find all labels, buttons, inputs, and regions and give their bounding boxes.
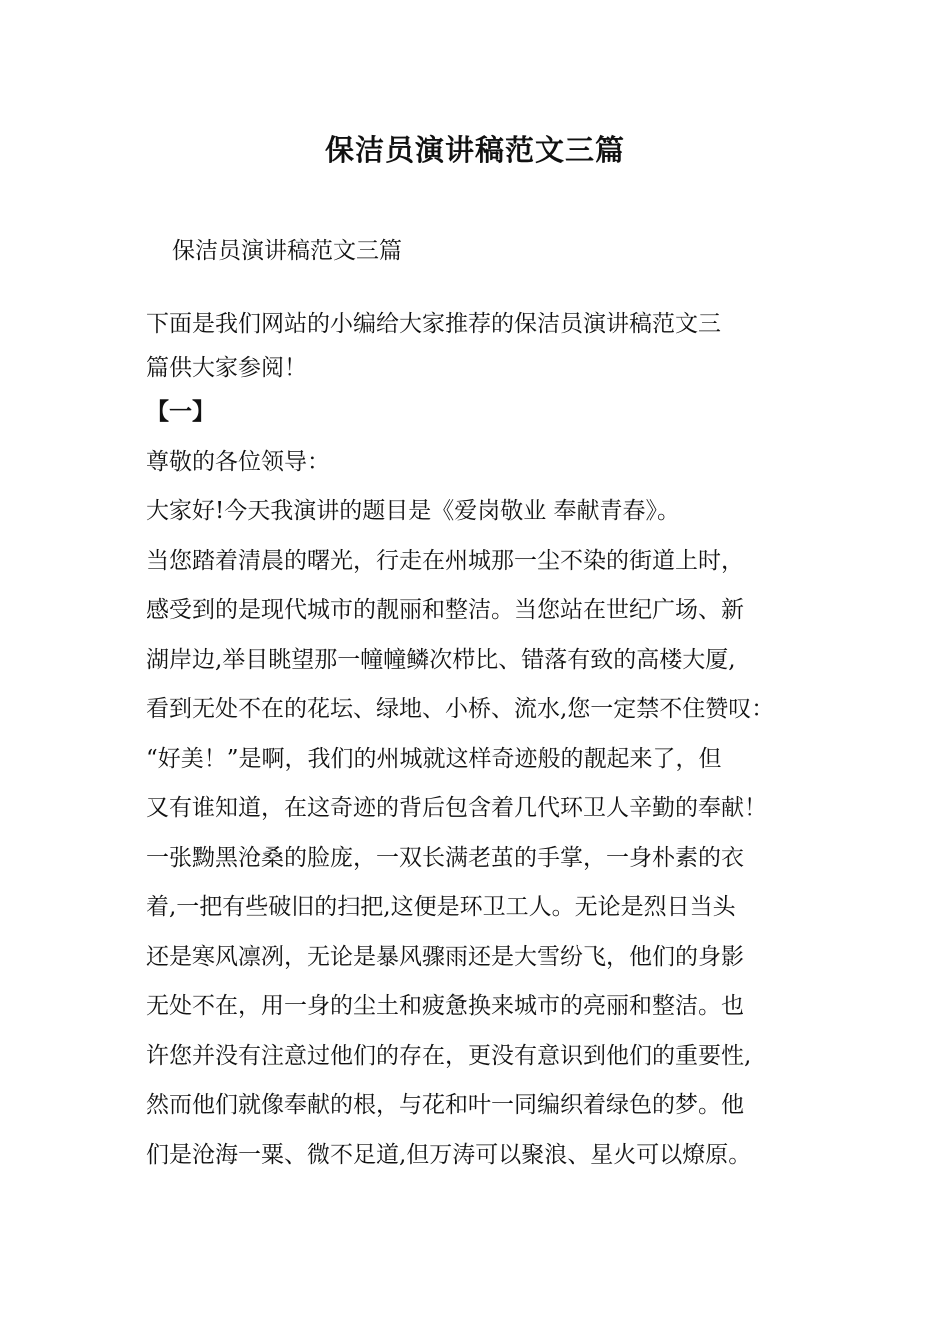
section-heading: 【一】 xyxy=(146,398,215,425)
body-line: 看到无处不在的花坛、绿地、小桥、流水,您一定禁不住赞叹： xyxy=(146,696,775,722)
body-line: 们是沧海一粟、微不足道,但万涛可以聚浪、星火可以燎原。 xyxy=(146,1141,752,1168)
body-line: 无处不在，用一身的尘土和疲惫换来城市的亮丽和整洁。也 xyxy=(146,993,744,1019)
body-line: 又有谁知道，在这奇迹的背后包含着几代环卫人辛勤的奉献！ xyxy=(146,795,767,821)
body-line: 当您踏着清晨的曙光，行走在州城那一尘不染的街道上时， xyxy=(146,547,744,574)
body-line: 大家好!今天我演讲的题目是《爱岗敬业 奉献青春》。 xyxy=(146,498,681,524)
intro-line: 下面是我们网站的小编给大家推荐的保洁员演讲稿范文三 xyxy=(146,311,721,337)
body-line: 还是寒风凛冽，无论是暴风骤雨还是大雪纷飞，他们的身影 xyxy=(146,943,744,970)
intro-line: 篇供大家参阅！ xyxy=(146,355,307,381)
document-body xyxy=(146,307,836,1187)
document-subtitle: 保洁员演讲稿范文三篇 xyxy=(172,238,402,264)
body-line: 湖岸边,举目眺望那一幢幢鳞次栉比、错落有致的高楼大厦, xyxy=(146,646,736,673)
body-line: 然而他们就像奉献的根，与花和叶一同编织着绿色的梦。他 xyxy=(146,1092,744,1118)
body-line: 感受到的是现代城市的靓丽和整洁。当您站在世纪广场、新 xyxy=(146,597,744,623)
document-title: 保洁员演讲稿范文三篇 xyxy=(324,133,625,167)
body-line: 许您并没有注意过他们的存在，更没有意识到他们的重要性, xyxy=(146,1042,752,1069)
body-line: 尊敬的各位领导： xyxy=(146,448,330,475)
body-line: 着,一把有些破旧的扫把,这便是环卫工人。无论是烈日当头 xyxy=(146,894,736,920)
body-line: “好美！”是啊，我们的州城就这样奇迹般的靓起来了，但 xyxy=(146,745,722,772)
body-line: 一张黝黑沧桑的脸庞，一双长满老茧的手掌，一身朴素的衣 xyxy=(146,844,744,871)
